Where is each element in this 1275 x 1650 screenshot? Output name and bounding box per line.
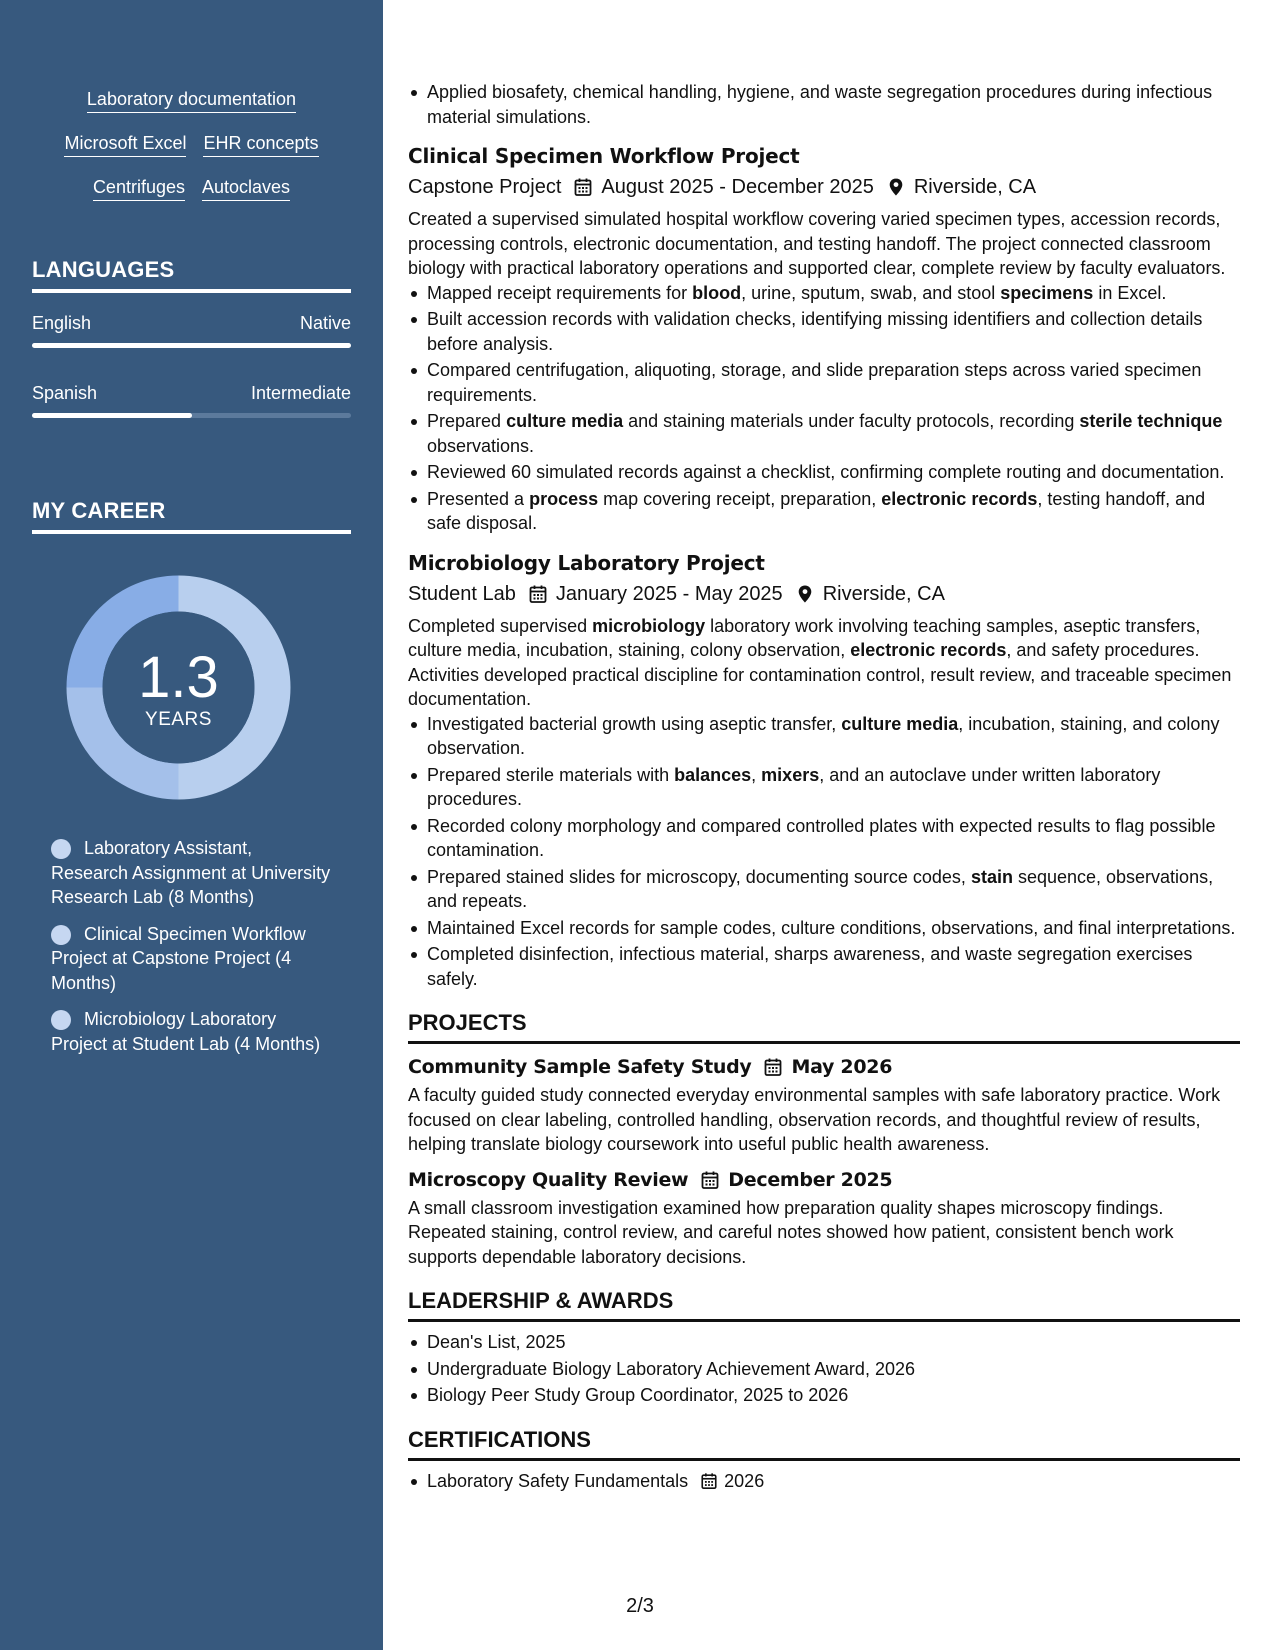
bullet-item — [408, 865, 1240, 914]
bold-keyword: culture media — [841, 713, 959, 734]
bold-keyword: sterile technique — [1079, 411, 1223, 431]
bullet-item — [408, 814, 1240, 863]
project-description: A small classroom investigation examined how preparation quality shapes microscopy findings. Repeated staining, control review, and careful notes showed how patient, consistent bench work supports dependable laboratory decisions. — [408, 1197, 1174, 1267]
bold-keyword: mixers — [761, 764, 820, 785]
text-run: map covering receipt, preparation, — [598, 488, 882, 509]
languages-heading: LANGUAGES — [32, 257, 351, 293]
calendar-icon — [700, 1472, 718, 1490]
job-summary — [408, 614, 1240, 712]
text-run: Maintained Excel records for sample codes, culture conditions, observations, and final interpretations. — [427, 917, 1236, 938]
text-run: and staining materials under faculty protocols, recording — [623, 411, 1080, 431]
career-item — [51, 836, 331, 910]
project-title — [408, 1054, 1240, 1080]
job-title: Clinical Specimen Workflow Project — [408, 144, 800, 168]
skill-tag: Microsoft Excel — [64, 132, 186, 157]
bullet-item — [408, 712, 1240, 761]
location-pin-icon — [795, 584, 815, 604]
text-run: , and an autoclave under written laboratory procedures. — [427, 764, 1161, 809]
job-dates: January 2025 - May 2025 — [555, 582, 783, 605]
bold-keyword: electronic records — [850, 640, 1007, 660]
language-level-fill — [32, 413, 192, 418]
bullet-item — [408, 307, 1240, 356]
certifications-heading: CERTIFICATIONS — [408, 1426, 1240, 1461]
skill-tag: Autoclaves — [202, 176, 290, 201]
job-meta — [408, 173, 1240, 201]
bullet-item — [408, 460, 1240, 485]
sidebar — [0, 0, 383, 1650]
job-meta — [408, 580, 1240, 608]
career-total-unit: YEARS — [145, 709, 212, 730]
text-run: , incubation, staining, and colony observation. — [427, 713, 1220, 758]
location-pin-icon — [886, 177, 906, 197]
certification-year: 2026 — [724, 1470, 765, 1491]
text-run: Compared centrifugation, aliquoting, storage, and slide preparation steps across varied specimen requirements. — [427, 360, 1202, 405]
award-item: Undergraduate Biology Laboratory Achievement Award, 2026 — [408, 1357, 1240, 1382]
skill-row — [32, 132, 351, 157]
projects-heading: PROJECTS — [408, 1009, 1240, 1044]
page-number: 2/3 — [626, 1595, 654, 1617]
bullet-item — [408, 916, 1240, 941]
text-run: , and safety procedures. Activities developed practical discipline for contamination control, result review, and traceable specimen documentation. — [408, 640, 1232, 709]
experience-entries — [408, 142, 1240, 991]
language-level-fill — [32, 343, 351, 348]
bold-keyword: process — [529, 488, 599, 509]
language-name: English — [32, 313, 92, 333]
text-run: Prepared stained slides for microscopy, documenting source codes, — [427, 866, 971, 887]
main-content — [408, 80, 1240, 1495]
skill-tag: Laboratory documentation — [87, 88, 296, 113]
certification-item — [408, 1469, 1240, 1494]
calendar-icon — [700, 1170, 720, 1190]
project-title — [408, 1167, 1240, 1193]
career-item-label: Microbiology Laboratory Project at Student Lab (4 Months) — [51, 1009, 321, 1054]
project-date: December 2025 — [728, 1168, 893, 1191]
bold-keyword: specimens — [1000, 282, 1094, 303]
job-bullets — [408, 281, 1240, 536]
bold-keyword: blood — [692, 282, 742, 303]
certification-line — [427, 1469, 1240, 1494]
text-run: , urine, sputum, swab, and stool — [741, 282, 1001, 303]
calendar-icon — [573, 177, 593, 197]
job-bullets — [408, 712, 1240, 992]
text-run: observations. — [427, 435, 535, 456]
bold-keyword: culture media — [506, 411, 624, 431]
career-heading: MY CAREER — [32, 498, 351, 534]
award-item: Biology Peer Study Group Coordinator, 2025 to 2026 — [408, 1383, 1240, 1408]
skill-row — [32, 176, 351, 201]
intro-bullets — [408, 80, 1240, 129]
text-run: Investigated bacterial growth using aseptic transfer, — [427, 713, 842, 734]
skill-tag: EHR concepts — [203, 132, 318, 157]
language-level: Native — [299, 313, 351, 333]
language-level-bar — [32, 343, 351, 348]
project-description: A faculty guided study connected everyday environmental samples with safe laboratory practice. Work focused on clear labeling, controlled handling, observation records, and thoughtful review of results, helping translate biology coursework into useful public health awareness. — [408, 1085, 1221, 1154]
calendar-icon — [528, 584, 548, 604]
language-level: Intermediate — [250, 383, 351, 403]
career-item-label: Laboratory Assistant, Research Assignment at University Research Lab (8 Months) — [51, 838, 331, 907]
leadership-heading: LEADERSHIP & AWARDS — [408, 1287, 1240, 1322]
career-item — [51, 1007, 331, 1056]
career-list — [51, 836, 331, 1068]
text-run: Reviewed 60 simulated records against a checklist, confirming complete routing and documentation. — [427, 462, 1225, 482]
bullet-item — [408, 763, 1240, 812]
language-name: Spanish — [32, 383, 98, 403]
text-run: Built accession records with validation checks, identifying missing identifiers and collection details before analysis. — [427, 309, 1203, 354]
job-location: Riverside, CA — [913, 176, 1037, 198]
text-run: Mapped receipt requirements for — [427, 282, 693, 303]
career-item-label: Clinical Specimen Workflow Project at Capstone Project (4 Months) — [51, 923, 306, 993]
text-run: Recorded colony morphology and compared controlled plates with expected results to flag possible contamination. — [427, 815, 1216, 860]
text-run: Prepared sterile materials with — [427, 764, 675, 785]
text-run: Presented a — [427, 488, 530, 509]
projects-list — [408, 1054, 1240, 1269]
bold-keyword: stain — [970, 866, 1013, 887]
job-dates: August 2025 - December 2025 — [601, 176, 874, 198]
language-spanish — [32, 382, 351, 418]
text-run: in Excel. — [1093, 282, 1167, 303]
language-level-bar — [32, 413, 351, 418]
award-item: Dean's List, 2025 — [408, 1330, 1240, 1355]
text-run: Completed supervised — [408, 615, 593, 636]
skill-tag: Centrifuges — [93, 176, 185, 201]
bullet-item — [408, 281, 1240, 306]
job-title: Microbiology Laboratory Project — [408, 550, 765, 575]
job-location: Riverside, CA — [822, 582, 945, 605]
project-name: Microscopy Quality Review — [408, 1168, 689, 1191]
skills-tags — [32, 88, 351, 220]
career-dot-icon — [51, 839, 71, 859]
certifications-list — [408, 1469, 1240, 1494]
certification-name: Laboratory Safety Fundamentals — [427, 1470, 689, 1491]
job-organization: Student Lab — [408, 582, 516, 605]
bullet-item — [408, 409, 1240, 458]
text-run: laboratory work involving teaching samples, aseptic transfers, culture media, incubation, staining, colony observation, — [408, 615, 1201, 660]
career-dot-icon — [51, 925, 71, 945]
project-date: May 2026 — [791, 1056, 893, 1078]
leadership-list — [408, 1330, 1240, 1408]
project-name: Community Sample Safety Study — [408, 1056, 752, 1078]
calendar-icon — [763, 1057, 783, 1077]
text-run: sequence, observations, and repeats. — [427, 866, 1214, 911]
text-run: Prepared — [427, 411, 507, 431]
bullet-item: Applied biosafety, chemical handling, hygiene, and waste segregation procedures during infectious material simulations. — [408, 80, 1240, 129]
bullet-item — [408, 487, 1240, 536]
text-run: Completed disinfection, infectious material, sharps awareness, and waste segregation exercises safely. — [427, 944, 1193, 989]
career-dot-icon — [51, 1010, 71, 1030]
bullet-item — [408, 942, 1240, 991]
job-organization: Capstone Project — [408, 176, 562, 198]
text-run: , — [751, 764, 762, 785]
text-run: , testing handoff, and safe disposal. — [427, 488, 1206, 533]
career-total-value: 1.3 — [138, 645, 219, 710]
bold-keyword: microbiology — [592, 615, 706, 636]
career-item — [51, 922, 331, 996]
job-summary: Created a supervised simulated hospital workflow covering varied specimen types, accession records, processing controls, electronic documentation, and testing handoff. The project connected classroom biology with practical laboratory operations and supported clear, complete review by faculty evaluators. — [408, 209, 1226, 278]
bullet-item — [408, 358, 1240, 407]
skill-row — [32, 88, 351, 113]
language-english — [32, 312, 351, 348]
bold-keyword: electronic records — [881, 488, 1038, 509]
bold-keyword: balances — [674, 764, 752, 785]
